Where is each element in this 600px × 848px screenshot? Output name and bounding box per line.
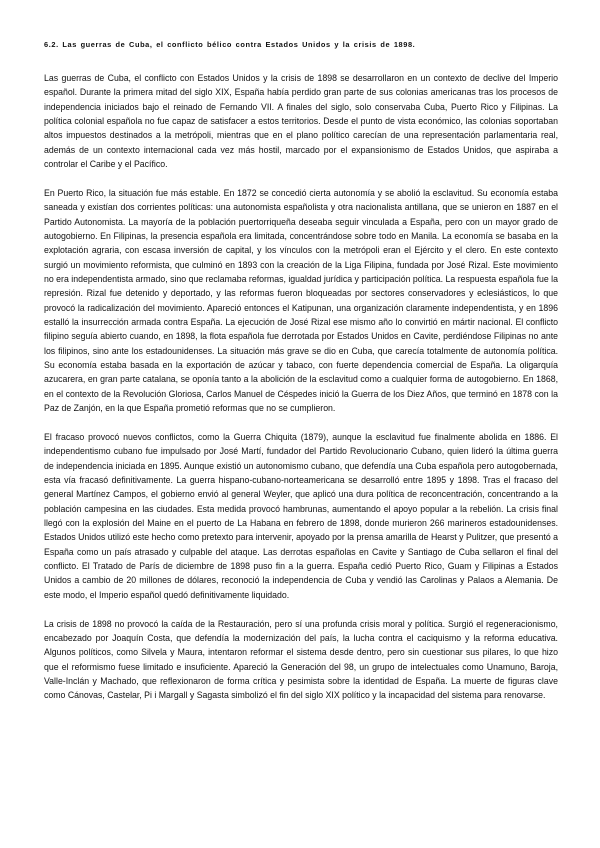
document-page (44, 40, 558, 717)
section-heading: 6.2. Las guerras de Cuba, el conflicto bélico contra Estados Unidos y la crisis de 1898. (44, 40, 416, 49)
paragraph-puerto-rico-filipinas-cuba: En Puerto Rico, la situación fue más estable. En 1872 se concedió cierta autonomía y se abolió la esclavitud. Su economía estaba saneada y existían dos corrientes políticas: una autonomista españolista y otra nacionalista antillana, que se unieron en 1887 en el Partido Autonomista. La mayoría de la población puertorriqueña deseaba seguir vinculada a España, pero con un mayor grado de autogobierno. En Filipinas, la presencia española era limitada, concentrándose sobre todo en Manila. La economía se basaba en la explotación agraria, con escasa inversión de capital, y los vínculos con la metrópoli eran el Ejército y el clero. En este contexto surgió un movimiento reformista, que culminó en 1893 con la creación de la Liga Filipina, fundada por José Rizal. Este movimiento no era independentista armado, sino que reclamaba reformas, igualdad jurídica y participación política. La respuesta española fue la represión. Rizal fue detenido y deportado, y las reformas fueron bloqueadas por sectores conservadores y eclesiásticos, lo que provocó la radicalización del movimiento. Apareció entonces el Katipunan, una organización claramente independentista, y en 1896 estalló la insurrección armada contra España. La ejecución de José Rizal ese mismo año lo convirtió en mártir nacional. El conflicto filipino seguía abierto cuando, en 1898, la flota española fue derrotada por Estados Unidos en Cavite, perdiéndose Filipinas no ante los filipinos, sino ante los estadounidenses. La situación más grave se dio en Cuba, que carecía totalmente de autonomía política. Su economía estaba basada en la exportación de azúcar y tabaco, con fuerte dependencia comercial de España. La oligarquía azucarera, en gran parte catalana, se oponía tanto a la abolición de la esclavitud como a cualquier forma de autogobierno. En 1868, en el contexto de la Revolución Gloriosa, Carlos Manuel de Céspedes inició la Guerra de los Diez Años, que terminó en 1878 con la Paz de Zanjón, en la que España prometió reformas que no se cumplieron. (44, 187, 558, 414)
paragraph-crisis-consequences: La crisis de 1898 no provocó la caída de la Restauración, pero sí una profunda crisis moral y política. Surgió el regeneracionismo, encabezado por Joaquín Costa, que defendía la modernización del país, la lucha contra el caciquismo y la reforma educativa. Algunos políticos, como Silvela y Maura, intentaron reformar el sistema desde dentro, pero sin cuestionar sus pilares, lo que hizo que el reformismo fuese limitado e insuficiente. Apareció la Generación del 98, un grupo de intelectuales como Unamuno, Baroja, Valle-Inclán y Machado, que reflexionaron de forma crítica y pesimista sobre la identidad de España. La muerte de figuras clave como Cánovas, Castelar, Pi i Margall y Sagasta simbolizó el fin del siglo XIX político y la incapacidad del sistema para renovarse. (44, 618, 558, 701)
paragraph-context: Las guerras de Cuba, el conflicto con Estados Unidos y la crisis de 1898 se desarrollaron en un contexto de declive del Imperio español. Durante la primera mitad del siglo XIX, España había perdido gran parte de sus colonias americanas tras los procesos de independencia iniciados bajo el reinado de Fernando VII. A finales del siglo, solo conservaba Cuba, Puerto Rico y Filipinas. La política colonial española no fue capaz de satisfacer a estos territorios. Desde el punto de vista económico, las colonias soportaban altos impuestos destinados a la metrópoli, mientras que en el plano político carecían de una representación parlamentaria real, además de un contexto internacional cada vez más hostil, marcado por el expansionismo de Estados Unidos, que aspiraba a controlar el Caribe y el Pacífico. (44, 73, 558, 170)
paragraph-war-1898: El fracaso provocó nuevos conflictos, como la Guerra Chiquita (1879), aunque la esclavitud fue finalmente abolida en 1886. El independentismo cubano fue impulsado por José Martí, fundador del Partido Revolucionario Cubano, quien lideró la última guerra de independencia iniciada en 1895. Aunque existió un autonomismo cubano, que defendía una Cuba española pero autogobernada, esta vía fracasó definitivamente. La guerra hispano-cubano-norteamericana se desarrolló entre 1895 y 1898. Tras el fracaso del general Martínez Campos, el gobierno envió al general Weyler, que aplicó una dura política de reconcentración, concentrando a la población campesina en las ciudades. Esta medida provocó hambrunas, aumentando el apoyo popular a la rebelión. La crisis final llegó con la explosión del Maine en el puerto de La Habana en febrero de 1898, donde murieron 266 marineros estadounidenses. Estados Unidos utilizó este hecho como pretexto para intervenir, apoyado por la prensa amarilla de Hearst y Pulitzer, que presentó a España como un país atrasado y culpable del ataque. Las derrotas españolas en Cavite y Santiago de Cuba sellaron el final del conflicto. El Tratado de París de diciembre de 1898 puso fin a la guerra. España cedió Puerto Rico, Guam y Filipinas a Estados Unidos a cambio de 20 millones de dólares, reconoció la independencia de Cuba y vendió las Carolinas y Palaos a Alemania. De este modo, el Imperio español quedó definitivamente liquidado. (44, 431, 558, 600)
